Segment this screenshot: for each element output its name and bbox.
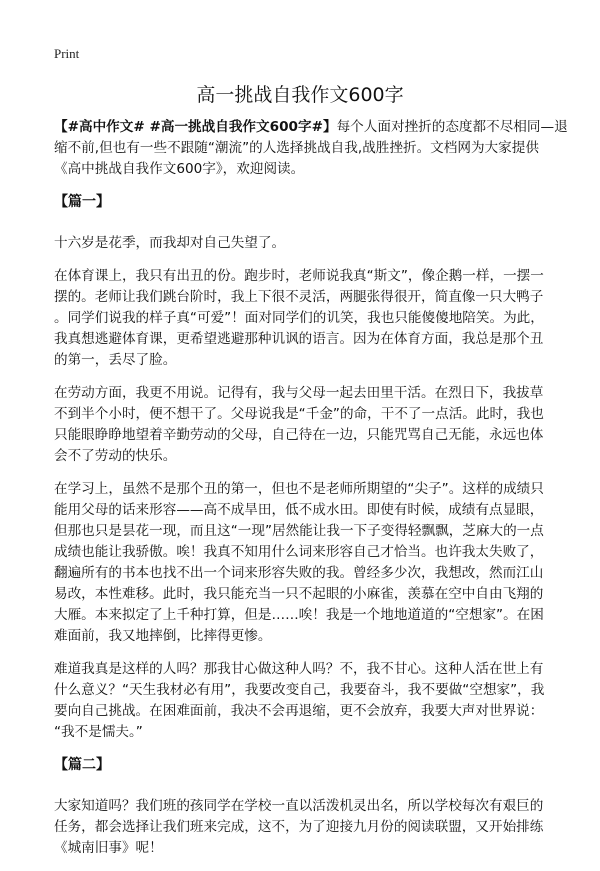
section-heading: 【篇一】 [54, 194, 110, 210]
paragraph-line: 但那也只是昙花一现，而且这“一现”居然能让我一下子变得轻飘飘，芝麻大的一点 [54, 523, 544, 539]
paragraph-line: 在学习上，虽然不是那个丑的第一，但也不是老师所期望的“尖子”。这样的成绩只 [54, 481, 544, 497]
paragraph-line: 翻遍所有的书本也找不出一个词来形容失败的我。曾经多少次，我想改，然而江山 [54, 565, 544, 581]
section1-body [54, 233, 554, 743]
intro-line: 缩不前,但也有一些不跟随“潮流”的人选择挑战自我,战胜挫折。文档网为大家提供 [54, 140, 539, 156]
paragraph [54, 266, 554, 371]
intro-paragraph [54, 117, 568, 180]
intro-line: 《高中挑战自我作文600字》，欢迎阅读。 [54, 161, 305, 177]
print-label: Print [54, 46, 80, 61]
paragraph-line: 难面前，我又地摔倒，比摔得更惨。 [54, 628, 272, 644]
paragraph-line: 任务，都会选择让我们班来完成，这不，为了迎接九月份的阅读联盟，又开始排练 [54, 819, 544, 835]
paragraph-line: 什么意义？“天生我材必有用”，我要改变自己，我要奋斗，我不要做“空想家”，我 [54, 682, 545, 698]
page-title: 高一挑战自我作文600字 [196, 84, 404, 106]
paragraph-line: 《城南旧事》呢！ [54, 840, 163, 856]
paragraph-line: 我真想逃避体育课，更希望逃避那种讥讽的语言。因为在体育方面，我总是那个丑 [54, 331, 544, 347]
paragraph-line: 在体育课上，我只有出丑的份。跑步时，老师说我真“斯文”，像企鹅一样，一摆一 [54, 268, 544, 284]
paragraph [54, 479, 554, 647]
paragraph-line: 在劳动方面，我更不用说。记得有，我与父母一起去田里干活。在烈日下，我拔草 [54, 385, 544, 401]
paragraph-line: 不到半个小时，便不想干了。父母说我是“千金”的命，干不了一点活。此时，我也 [54, 406, 544, 422]
paragraph-line: 。同学们说我的样子真“可爱”！面对同学们的讥笑，我也只能傻傻地陪笑。为此， [54, 310, 544, 326]
paragraph [54, 233, 554, 254]
paragraph-line: 成绩也能让我骄傲。唉！我真不知用什么词来形容自己才恰当。也许我太失败了， [54, 544, 544, 560]
paragraph-line: 大家知道吗？我们班的孩同学在学校一直以活泼机灵出名，所以学校每次有艰巨的 [54, 798, 544, 814]
section-heading: 【篇二】 [54, 757, 110, 773]
paragraph-line: 易改，本性难移。此时，我只能充当一只不起眼的小麻雀，羡慕在空中自由飞翔的 [54, 586, 544, 602]
intro-tag: 【#高中作文# #高一挑战自我作文600字#】 [54, 119, 337, 135]
paragraph-line: 会不了劳动的快乐。 [54, 448, 177, 464]
paragraph-line: 要向自己挑战。在困难面前，我决不会再退缩，更不会放弃，我要大声对世界说： [54, 703, 544, 719]
paragraph [54, 659, 554, 743]
paragraph-line: 只能眼睁睁地望着辛勤劳动的父母，自己待在一边，只能咒骂自己无能，永远也体 [54, 427, 544, 443]
paragraph-line: 摆的。老师让我们跳台阶时，我上下很不灵活，两腿张得很开，简直像一只大鸭子 [54, 289, 544, 305]
paragraph-line: 能用父母的话来形容——高不成旱田，低不成水田。即使有时候，成绩有点显眼， [54, 502, 544, 518]
paragraph-line: 大雁。本来拟定了上千种打算，但是……唉！我是一个地地道道的“空想家”。在困 [54, 607, 544, 623]
paragraph-line: 的第一，丢尽了脸。 [54, 352, 177, 368]
paragraph-line: 难道我真是这样的人吗？那我甘心做这种人吗？不，我不甘心。这种人活在世上有 [54, 661, 544, 677]
intro-line: 每个人面对挫折的态度都不尽相同—退 [336, 119, 568, 135]
paragraph [54, 383, 554, 467]
document-body [54, 117, 568, 871]
paragraph-line: 十六岁是花季，而我却对自己失望了。 [54, 235, 286, 251]
paragraph-line: “我不是懦夫。” [54, 724, 143, 740]
